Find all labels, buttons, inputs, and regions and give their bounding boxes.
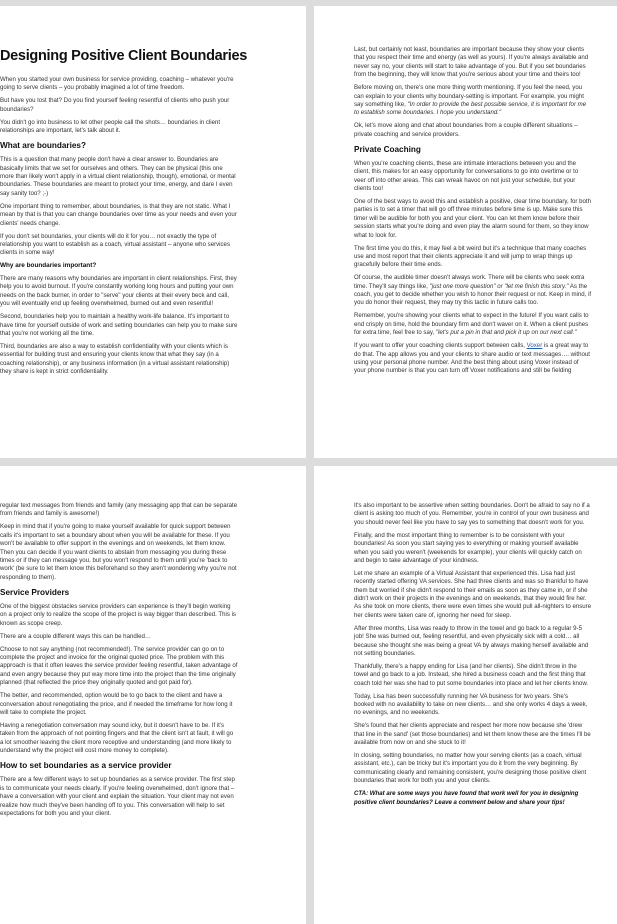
section-heading-service-providers: Service Providers — [0, 587, 70, 597]
paragraph: This is a question that many people don't have a clear answer to. Boundaries are basically limits that we set for ourselves and others. They can be physical (this one more than likely won't apply in a virtual client relationship, though), emotional, or mental boundaries. These boundaries are meant to protect your time, energy, and dare I even say sanity too? ;-) — [0, 156, 236, 197]
paragraph: Of course, the audible timer doesn't always work. There will be clients who seek extra time. They'll say things like, "just one more question" or "let me finish this story." As the coach, you get to decide whether you wish to honor their request or not. Keep in mind, if you do honor their request, they may try this tactic in future calls too. — [354, 274, 592, 307]
paragraph: Second, boundaries help you to maintain a healthy work-life balance. It's important to have time for yourself outside of work and setting boundaries can help you to make sure that you're not working all the time. — [0, 313, 238, 337]
section-heading-private-coaching: Private Coaching — [354, 144, 421, 154]
paragraph: When you started your own business for service providing, coaching – whatever you're going to serve clients – you probably imagined a lot of time freedom. — [0, 76, 234, 92]
paragraph: The better, and recommended, option would be to go back to the client and have a conversation about renegotiating the price, and if needed the timeframe for how long it will take to complete the project. — [0, 692, 233, 716]
paragraph: When you're coaching clients, these are intimate interactions between you and the client, this makes for an easy opportunity for conversations to go into overtime or to veer off into other areas. This can wreak havoc on not just your schedule, but your clients too! — [354, 159, 579, 193]
paragraph: Keep in mind that if you're going to make yourself available for quick support between calls it's important to set a boundary about when you will be available for these. If you won't be available to offer support in the evenings and on weekends, let them know. Then you can decide if you want clients to abstain from messaging you during these times or if they can message you, but you won't respond to them until you're 'back to work' (be sure to let them know this beforehand so they aren't wondering why you're not responding to them). — [0, 523, 237, 581]
call-to-action: CTA: What are some ways you have found that work well for you in designing positive client boundaries? Leave a comment below and share your tips! — [354, 790, 579, 806]
document-page-3 — [0, 466, 306, 924]
paragraph: Choose to not say anything (not recommended!). The service provider can go on to complete the project and invoice for the original quoted price. The problem with this approach is that it often leaves the service provider feeling resentful, taken advantage of and even angry because they put way more time into the project than the time originally planned (that reflected the price they originally quoted and got paid for). — [0, 645, 238, 687]
paragraph: One of the biggest obstacles service providers can experience is they'll begin working on a project only to realize the scope of the project is way bigger than described. This is known as scope creep. — [0, 602, 236, 627]
paragraph: There are many reasons why boundaries are important in client relationships. First, they help you to avoid burnout. If you're constantly working long hours and putting your own needs on the back burner, in order to "serve" your clients at their every beck and call, you will eventually end up feeling overwhelmed, burned out and even resentful! — [0, 275, 237, 308]
paragraph: One of the best ways to avoid this and establish a positive, clear time boundary, for both parties is to set a timer that will go off three minutes before time is up. Make sure this timer will be audible for both you and your client. You can let them know before their session starts what you're doing and even play the alarm sound for them, so they know what to look for. — [354, 198, 591, 239]
paragraph: If you want to offer your coaching clients support between calls, Voxer is a great way to do that. The app allows you and your clients to share audio or text messages…. without using your personal phone number. And the best thing about using Voxer instead of your phone number is that you can turn off Voxer notifications and still be fielding — [354, 342, 590, 375]
paragraph: Ok, let's move along and chat about boundaries from a couple different situations – private coaching and service providers. — [354, 122, 578, 138]
paragraph: After three months, Lisa was ready to throw in the towel and go back to a regular 9-5 job! She was burned out, feeling resentful, and even physically sick with a cold… all because she thought she was being a great VA by always making herself available and not setting boundaries. — [354, 624, 589, 657]
paragraph: Thankfully, there's a happy ending for Lisa (and her clients). She didn't throw in the towel and go back to a job. Instead, she hired a business coach and the first thing that coach told her was she had to put some boundaries into place and let her clients know. — [354, 662, 589, 687]
paragraph: If you don't set boundaries, your clients will do it for you… not exactly the type of relationship you want to establish as a coach, virtual assistant – anyone who services clients in some way! — [0, 232, 230, 257]
paragraph: You didn't go into business to let other people call the shots… boundaries in client relationships are important, let's talk about it. — [0, 118, 221, 135]
paragraph: She's found that her clients appreciate and respect her more now because she 'drew that line in the sand' (set those boundaries) and let them know these are the times I'll be available from now on and she stuck to it! — [354, 722, 591, 747]
voxer-link[interactable]: Voxer — [526, 342, 543, 350]
paragraph: There are a couple different ways this can be handled… — [0, 632, 151, 640]
paragraph: regular text messages from friends and family (any messaging app that can be separate from friends and family is awesome!) — [0, 502, 238, 518]
paragraph: But have you lost that? Do you find yourself feeling resentful of clients who push your boundaries? — [0, 97, 230, 113]
paragraph: The first time you do this, it may feel a bit weird but it's a technique that many coaches use and most report that their clients appreciate it and will jump to wrap things up gracefully before their time ends. — [354, 244, 587, 269]
paragraph: One important thing to remember, about boundaries, is that they are not static. What I mean by that is that you can change boundaries over time as your needs and even your clients' needs change. — [0, 202, 237, 227]
section-heading-how-to-set-boundaries: How to set boundaries as a service provider — [0, 760, 172, 770]
document-page-1 — [0, 6, 306, 458]
document-page-2 — [314, 6, 617, 458]
paragraph: Remember, you're showing your clients what to expect in the future! If you want calls to end crisply on time, hold the boundary firm and don't waver on it. When a client pushes for extra time, feel free to say, "let's put a pin in that and pick it up on our next call." — [354, 312, 589, 337]
subheading-why-important: Why are boundaries important? — [0, 262, 97, 270]
paragraph: It's also important to be assertive when setting boundaries. Don't be afraid to say no if a client is asking too much of you. Remember, you're in control of your own business and you should never feel like you have to say yes to something that doesn't work for you. — [354, 502, 590, 526]
paragraph: Before moving on, there's one more thing worth mentioning. If you feel the need, you can explain to your clients why boundary-setting is important. For example, you might say something like, "In order to provide the best possible service, it is important for me to establish some boundaries. I hope you understand." — [354, 84, 587, 117]
paragraph: Let me share an example of a Virtual Assistant that experienced this. Lisa had just recently started offering VA services. She had three clients and was so thankful to have them but worried if she didn't respond to their emails as soon as they came in, or if she didn't work on their projects in the evenings and on weekends, that they would fire her. As she took on more clients, there were even times she would pull all-nighters to ensure her clients were taken care of, ignoring her need for sleep. — [354, 569, 592, 619]
document-title: Designing Positive Client Boundaries — [0, 48, 248, 64]
paragraph: Having a renegotiation conversation may sound icky, but it doesn't have to be. If it's taken from the approach of not pointing fingers and that the client isn't at fault, it will go a lot smoother leaving the client more receptive and understanding (and more likely to understand why the project will cost more money to complete). — [0, 721, 234, 755]
paragraph: Third, boundaries are also a way to establish confidentiality with your clients which is essential for building trust and ensuring your clients know that what they say (in a coaching relationship), or any business information (in a virtual assistant relationship) they share is kept in strict confidentiality. — [0, 342, 230, 376]
paragraph: Last, but certainly not least, boundaries are important because they show your clients that you respect their time and energy (as well as yours). If you're always available and never say no, your clients will start to take advantage of you. But if you set boundaries from the beginning, they will know that you're serious about your time and theirs too! — [354, 46, 589, 79]
section-heading-what-are-boundaries: What are boundaries? — [0, 140, 86, 150]
paragraph: Today, Lisa has been successfully running her VA business for two years. She's booked with no availability to take on new clients… and she only works 4 days a week, no evenings, and no weekends. — [354, 692, 588, 717]
paragraph: There are a few different ways to set up boundaries as a service provider. The first step is to communicate your needs clearly. If you're feeling overwhelmed, don't ignore that – have a conversation with your client and explain the situation. Your client may not even realize how much they've been handing off to you. This conversation will help to set expectations for both you and your client. — [0, 776, 235, 817]
paragraph: In closing, setting boundaries, no matter how your serving clients (as a coach, virtual assistant, etc.), can be tricky but it's important you do it from the very beginning. By communicating clearly and remaining consistent, you're designing those positive client boundaries that work for both you and your clients. — [354, 752, 587, 785]
paragraph: Finally, and the most important thing to remember is to be consistent with your boundaries! As soon you start saying yes to everything or making yourself available when you said you weren't (weekends for example), your clients will quickly catch on and begin to take advantage of your kindness. — [354, 531, 582, 564]
document-page-4 — [314, 466, 617, 924]
